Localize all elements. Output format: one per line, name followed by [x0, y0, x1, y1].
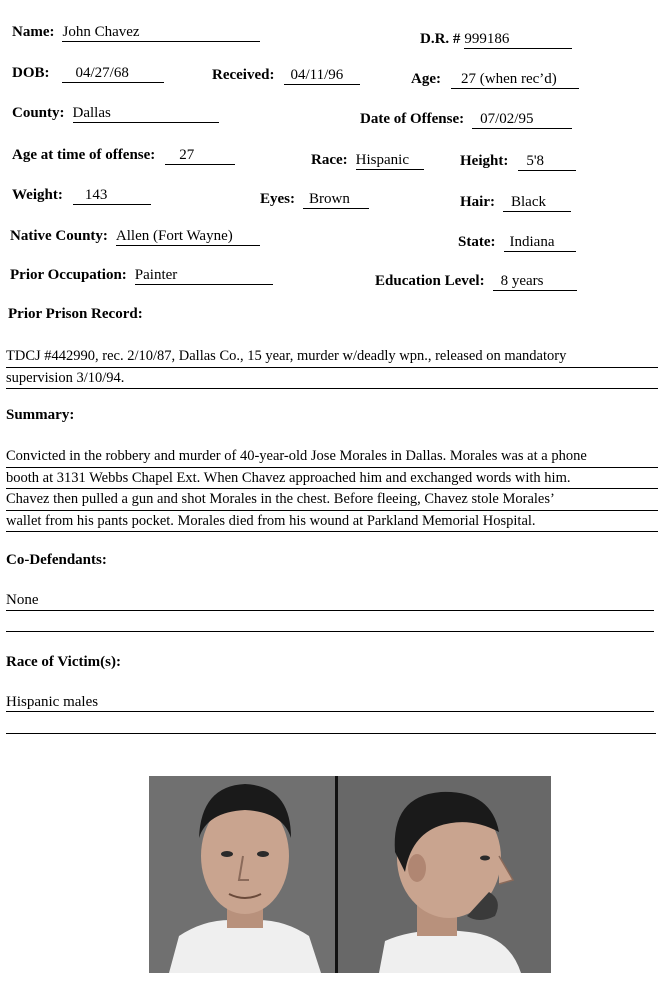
name-field	[12, 23, 260, 42]
summary-heading: Summary:	[6, 407, 75, 423]
date-of-offense-label: Date of Offense:	[360, 111, 465, 127]
native-county-value: Allen (Fort Wayne)	[116, 229, 260, 246]
summary-text	[6, 446, 658, 532]
eyes-value: Brown	[303, 192, 369, 209]
race-of-victims-value: Hispanic males	[6, 694, 99, 710]
eyes-label: Eyes:	[260, 191, 295, 207]
height-field	[460, 152, 576, 171]
height-value: 5'8	[518, 154, 576, 171]
received-field	[212, 66, 360, 85]
dr-field	[420, 30, 572, 49]
prior-prison-record-text	[6, 346, 658, 389]
education-level-field	[375, 272, 577, 291]
state-field	[458, 233, 576, 252]
summary-line: booth at 3131 Webbs Chapel Ext. When Chavez approached him and exchanged words with him.	[6, 468, 658, 490]
county-field	[12, 104, 219, 123]
co-defendants-heading: Co-Defendants:	[6, 552, 107, 568]
race-of-victims-rule	[6, 711, 654, 712]
race-value: Hispanic	[356, 153, 424, 170]
hair-label: Hair:	[460, 194, 495, 210]
weight-field	[12, 186, 151, 205]
age-at-offense-label: Age at time of offense:	[12, 147, 156, 163]
summary-line: Convicted in the robbery and murder of 40-year-old Jose Morales in Dallas. Morales was at a phone	[6, 446, 658, 468]
race-field	[311, 151, 424, 170]
prior-occupation-label: Prior Occupation:	[10, 267, 127, 283]
date-of-offense-field	[360, 110, 572, 129]
name-value: John Chavez	[62, 25, 260, 42]
age-field	[411, 70, 579, 89]
prior-prison-record-line: TDCJ #442990, rec. 2/10/87, Dallas Co., 15 year, murder w/deadly wpn., released on mandatory	[6, 346, 658, 368]
received-label: Received:	[212, 67, 275, 83]
co-defendants-rule	[6, 631, 654, 632]
prior-prison-record-heading: Prior Prison Record:	[8, 306, 143, 322]
received-value: 04/11/96	[284, 68, 360, 85]
weight-value: 143	[73, 188, 151, 205]
name-label: Name:	[12, 24, 55, 40]
age-at-offense-value: 27	[165, 148, 235, 165]
mugshot-image	[149, 776, 551, 973]
summary-line: Chavez then pulled a gun and shot Morales in the chest. Before fleeing, Chavez stole Morales’	[6, 489, 658, 511]
prior-prison-record-line: supervision 3/10/94.	[6, 368, 658, 390]
dr-label: D.R. #	[420, 31, 461, 47]
race-of-victims-heading: Race of Victim(s):	[6, 654, 121, 670]
hair-value: Black	[503, 195, 571, 212]
summary-line: wallet from his pants pocket. Morales died from his wound at Parkland Memorial Hospital.	[6, 511, 658, 533]
dob-value: 04/27/68	[62, 66, 164, 83]
native-county-field	[10, 227, 260, 246]
mugshot-divider	[335, 776, 338, 973]
race-label: Race:	[311, 152, 348, 168]
county-label: County:	[12, 105, 65, 121]
dob-label: DOB:	[12, 65, 50, 81]
mugshot-photo	[149, 776, 551, 973]
weight-label: Weight:	[12, 187, 63, 203]
age-at-offense-field	[12, 146, 235, 165]
dr-value: 999186	[464, 32, 572, 49]
prior-occupation-value: Painter	[135, 268, 273, 285]
native-county-label: Native County:	[10, 228, 108, 244]
age-value: 27 (when rec’d)	[451, 72, 579, 89]
education-level-label: Education Level:	[375, 273, 485, 289]
age-label: Age:	[411, 71, 441, 87]
height-label: Height:	[460, 153, 509, 169]
hair-field	[460, 193, 571, 212]
dob-field	[12, 64, 164, 83]
state-label: State:	[458, 234, 496, 250]
co-defendants-rule	[6, 610, 654, 611]
co-defendants-value: None	[6, 592, 39, 608]
race-of-victims-rule	[6, 733, 656, 734]
education-level-value: 8 years	[493, 274, 577, 291]
eyes-field	[260, 190, 369, 209]
date-of-offense-value: 07/02/95	[472, 112, 572, 129]
prior-occupation-field	[10, 266, 273, 285]
state-value: Indiana	[504, 235, 576, 252]
county-value: Dallas	[73, 106, 219, 123]
